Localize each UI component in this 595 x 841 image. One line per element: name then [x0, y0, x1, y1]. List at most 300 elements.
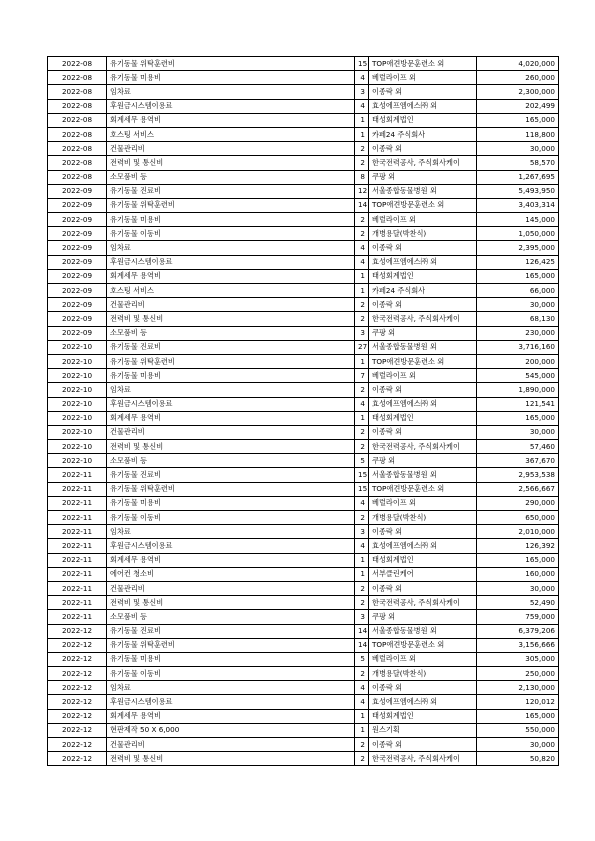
table-row: [48, 624, 559, 638]
row-item: 회계세무 용역비: [107, 709, 355, 723]
row-amount: 120,012: [477, 695, 559, 709]
table-row: [48, 340, 559, 354]
row-item: 후원금시스템이용료: [107, 539, 355, 553]
row-item: 후원금시스템이용료: [107, 255, 355, 269]
row-item: 건물관리비: [107, 298, 355, 312]
row-count: 27: [355, 340, 369, 354]
row-amount: 2,395,000: [477, 241, 559, 255]
row-count: 1: [355, 723, 369, 737]
row-month: 2022-12: [48, 738, 107, 752]
row-count: 2: [355, 383, 369, 397]
row-amount: 250,000: [477, 667, 559, 681]
row-vendor: 이종락 외: [369, 298, 477, 312]
expense-ledger-table: [47, 56, 559, 766]
row-vendor: 서부클린케어: [369, 567, 477, 581]
row-count: 1: [355, 284, 369, 298]
row-item: 전력비 및 통신비: [107, 156, 355, 170]
row-vendor: 한국전력공사, 주식회사케이: [369, 752, 477, 766]
table-row: [48, 581, 559, 595]
ledger-body: [48, 57, 559, 766]
table-row: [48, 610, 559, 624]
table-row: [48, 454, 559, 468]
row-vendor: 쿠팡 외: [369, 326, 477, 340]
row-count: 4: [355, 496, 369, 510]
row-item: 유기동물 진료비: [107, 184, 355, 198]
row-month: 2022-10: [48, 425, 107, 439]
row-month: 2022-08: [48, 99, 107, 113]
row-count: 3: [355, 610, 369, 624]
row-item: 후원금시스템이용료: [107, 99, 355, 113]
row-month: 2022-10: [48, 340, 107, 354]
row-amount: 3,716,160: [477, 340, 559, 354]
row-count: 3: [355, 525, 369, 539]
table-row: [48, 539, 559, 553]
table-row: [48, 213, 559, 227]
row-count: 5: [355, 652, 369, 666]
table-row: [48, 269, 559, 283]
row-item: 소모품비 등: [107, 170, 355, 184]
row-amount: 160,000: [477, 567, 559, 581]
row-amount: 2,566,667: [477, 482, 559, 496]
row-month: 2022-12: [48, 709, 107, 723]
row-amount: 50,820: [477, 752, 559, 766]
row-count: 3: [355, 85, 369, 99]
row-month: 2022-11: [48, 496, 107, 510]
row-vendor: 태성회계법인: [369, 113, 477, 127]
row-count: 2: [355, 142, 369, 156]
row-amount: 165,000: [477, 411, 559, 425]
row-item: 회계세무 용역비: [107, 553, 355, 567]
row-amount: 165,000: [477, 113, 559, 127]
row-count: 1: [355, 354, 369, 368]
row-amount: 1,267,695: [477, 170, 559, 184]
row-item: 전력비 및 통신비: [107, 752, 355, 766]
row-count: 1: [355, 269, 369, 283]
table-row: [48, 738, 559, 752]
row-count: 2: [355, 667, 369, 681]
row-count: 4: [355, 255, 369, 269]
row-month: 2022-09: [48, 312, 107, 326]
row-count: 1: [355, 411, 369, 425]
row-item: 유기동물 진료비: [107, 468, 355, 482]
row-vendor: 한국전력공사, 주식회사케이: [369, 440, 477, 454]
row-vendor: 이종락 외: [369, 85, 477, 99]
row-month: 2022-11: [48, 525, 107, 539]
row-amount: 2,300,000: [477, 85, 559, 99]
row-month: 2022-08: [48, 127, 107, 141]
table-row: [48, 241, 559, 255]
row-vendor: 카페24 주식회사: [369, 127, 477, 141]
row-count: 2: [355, 425, 369, 439]
row-item: 회계세무 용역비: [107, 269, 355, 283]
row-count: 14: [355, 638, 369, 652]
row-month: 2022-08: [48, 142, 107, 156]
table-row: [48, 752, 559, 766]
row-month: 2022-09: [48, 255, 107, 269]
row-vendor: 태성회계법인: [369, 553, 477, 567]
row-amount: 1,050,000: [477, 227, 559, 241]
row-amount: 52,490: [477, 596, 559, 610]
row-month: 2022-09: [48, 284, 107, 298]
row-count: 15: [355, 468, 369, 482]
row-amount: 165,000: [477, 709, 559, 723]
table-row: [48, 85, 559, 99]
row-vendor: 이종락 외: [369, 681, 477, 695]
row-item: 전력비 및 통신비: [107, 596, 355, 610]
row-item: 전력비 및 통신비: [107, 312, 355, 326]
row-vendor: 베럴라이프 외: [369, 369, 477, 383]
row-vendor: 이종락 외: [369, 525, 477, 539]
row-month: 2022-09: [48, 198, 107, 212]
row-month: 2022-11: [48, 511, 107, 525]
row-amount: 118,800: [477, 127, 559, 141]
table-row: [48, 567, 559, 581]
table-row: [48, 354, 559, 368]
row-item: 유기동물 미용비: [107, 496, 355, 510]
table-row: [48, 440, 559, 454]
row-item: 유기동물 미용비: [107, 652, 355, 666]
row-count: 15: [355, 57, 369, 71]
row-vendor: 이종락 외: [369, 738, 477, 752]
row-vendor: TOP애견방문훈련소 외: [369, 638, 477, 652]
row-count: 12: [355, 184, 369, 198]
row-vendor: 원스기획: [369, 723, 477, 737]
row-vendor: 이종락 외: [369, 383, 477, 397]
row-vendor: 쿠팡 외: [369, 454, 477, 468]
row-vendor: 한국전력공사, 주식회사케이: [369, 312, 477, 326]
row-count: 7: [355, 369, 369, 383]
row-count: 4: [355, 71, 369, 85]
row-count: 2: [355, 213, 369, 227]
row-vendor: 이종락 외: [369, 425, 477, 439]
table-row: [48, 383, 559, 397]
row-month: 2022-11: [48, 581, 107, 595]
row-item: 호스팅 서비스: [107, 127, 355, 141]
row-amount: 545,000: [477, 369, 559, 383]
row-amount: 30,000: [477, 425, 559, 439]
row-count: 1: [355, 567, 369, 581]
row-vendor: 태성회계법인: [369, 709, 477, 723]
row-item: 회계세무 용역비: [107, 113, 355, 127]
row-amount: 650,000: [477, 511, 559, 525]
row-count: 4: [355, 99, 369, 113]
row-amount: 2,130,000: [477, 681, 559, 695]
row-vendor: TOP애견방문훈련소 외: [369, 57, 477, 71]
table-row: [48, 227, 559, 241]
table-row: [48, 681, 559, 695]
row-amount: 30,000: [477, 738, 559, 752]
row-amount: 367,670: [477, 454, 559, 468]
row-item: 임차료: [107, 681, 355, 695]
row-amount: 3,403,314: [477, 198, 559, 212]
row-amount: 5,493,950: [477, 184, 559, 198]
row-month: 2022-09: [48, 241, 107, 255]
table-row: [48, 723, 559, 737]
row-item: 유기동물 위탁훈련비: [107, 198, 355, 212]
row-item: 유기동물 미용비: [107, 369, 355, 383]
table-row: [48, 255, 559, 269]
table-row: [48, 709, 559, 723]
row-amount: 305,000: [477, 652, 559, 666]
row-vendor: TOP애견방문훈련소 외: [369, 198, 477, 212]
row-month: 2022-09: [48, 227, 107, 241]
row-month: 2022-08: [48, 156, 107, 170]
row-vendor: 서울종합동물병원 외: [369, 624, 477, 638]
row-count: 4: [355, 539, 369, 553]
row-month: 2022-12: [48, 624, 107, 638]
table-row: [48, 298, 559, 312]
row-count: 4: [355, 681, 369, 695]
row-count: 3: [355, 326, 369, 340]
table-row: [48, 652, 559, 666]
row-amount: 200,000: [477, 354, 559, 368]
row-amount: 202,499: [477, 99, 559, 113]
row-item: 임차료: [107, 85, 355, 99]
row-month: 2022-10: [48, 369, 107, 383]
row-item: 후원금시스템이용료: [107, 397, 355, 411]
row-vendor: 태성회계법인: [369, 411, 477, 425]
row-vendor: TOP애견방문훈련소 외: [369, 354, 477, 368]
row-item: 유기동물 진료비: [107, 624, 355, 638]
row-month: 2022-08: [48, 71, 107, 85]
row-item: 회계세무 용역비: [107, 411, 355, 425]
row-month: 2022-10: [48, 454, 107, 468]
row-item: 소모품비 등: [107, 326, 355, 340]
row-count: 1: [355, 709, 369, 723]
table-row: [48, 156, 559, 170]
row-item: 유기동물 이동비: [107, 667, 355, 681]
row-amount: 126,392: [477, 539, 559, 553]
table-row: [48, 142, 559, 156]
row-month: 2022-11: [48, 610, 107, 624]
table-row: [48, 57, 559, 71]
row-count: 2: [355, 156, 369, 170]
table-row: [48, 525, 559, 539]
row-month: 2022-08: [48, 170, 107, 184]
row-item: 유기동물 위탁훈련비: [107, 354, 355, 368]
row-item: 건물관리비: [107, 142, 355, 156]
row-vendor: 개병용달(박찬식): [369, 511, 477, 525]
row-vendor: 이종락 외: [369, 581, 477, 595]
table-row: [48, 695, 559, 709]
row-amount: 121,541: [477, 397, 559, 411]
row-month: 2022-12: [48, 723, 107, 737]
row-month: 2022-10: [48, 383, 107, 397]
row-vendor: 서울종합동물병원 외: [369, 340, 477, 354]
row-vendor: TOP애견방문훈련소 외: [369, 482, 477, 496]
row-vendor: 효성에프엠에스㈜ 외: [369, 255, 477, 269]
row-month: 2022-11: [48, 482, 107, 496]
row-month: 2022-11: [48, 596, 107, 610]
row-vendor: 쿠팡 외: [369, 170, 477, 184]
row-item: 소모품비 등: [107, 454, 355, 468]
row-amount: 1,890,000: [477, 383, 559, 397]
row-vendor: 카페24 주식회사: [369, 284, 477, 298]
row-vendor: 효성에프엠에스㈜ 외: [369, 99, 477, 113]
row-vendor: 베럴라이프 외: [369, 213, 477, 227]
row-count: 4: [355, 695, 369, 709]
row-count: 2: [355, 752, 369, 766]
row-item: 후원금시스템이용료: [107, 695, 355, 709]
row-amount: 4,020,000: [477, 57, 559, 71]
row-count: 2: [355, 227, 369, 241]
table-row: [48, 496, 559, 510]
row-item: 소모품비 등: [107, 610, 355, 624]
row-item: 건물관리비: [107, 738, 355, 752]
row-vendor: 효성에프엠에스㈜ 외: [369, 695, 477, 709]
row-count: 2: [355, 298, 369, 312]
row-item: 유기동물 이동비: [107, 227, 355, 241]
table-row: [48, 482, 559, 496]
row-amount: 57,460: [477, 440, 559, 454]
row-count: 2: [355, 440, 369, 454]
row-month: 2022-08: [48, 57, 107, 71]
row-amount: 2,010,000: [477, 525, 559, 539]
row-item: 유기동물 이동비: [107, 511, 355, 525]
row-month: 2022-12: [48, 667, 107, 681]
row-month: 2022-11: [48, 468, 107, 482]
row-item: 임차료: [107, 525, 355, 539]
row-vendor: 효성에프엠에스㈜ 외: [369, 539, 477, 553]
row-month: 2022-11: [48, 539, 107, 553]
row-amount: 30,000: [477, 581, 559, 595]
row-month: 2022-09: [48, 269, 107, 283]
table-row: [48, 284, 559, 298]
row-amount: 230,000: [477, 326, 559, 340]
row-item: 유기동물 위탁훈련비: [107, 482, 355, 496]
table-row: [48, 553, 559, 567]
row-item: 전력비 및 통신비: [107, 440, 355, 454]
row-item: 호스팅 서비스: [107, 284, 355, 298]
row-vendor: 서울종합동물병원 외: [369, 468, 477, 482]
row-month: 2022-12: [48, 652, 107, 666]
row-month: 2022-09: [48, 213, 107, 227]
row-vendor: 베럴라이프 외: [369, 71, 477, 85]
row-amount: 165,000: [477, 553, 559, 567]
row-amount: 126,425: [477, 255, 559, 269]
row-count: 8: [355, 170, 369, 184]
row-month: 2022-12: [48, 681, 107, 695]
row-month: 2022-10: [48, 397, 107, 411]
table-row: [48, 71, 559, 85]
row-amount: 165,000: [477, 269, 559, 283]
table-row: [48, 596, 559, 610]
row-item: 임차료: [107, 383, 355, 397]
row-month: 2022-11: [48, 567, 107, 581]
row-item: 건물관리비: [107, 425, 355, 439]
table-row: [48, 127, 559, 141]
row-amount: 290,000: [477, 496, 559, 510]
row-count: 14: [355, 198, 369, 212]
row-amount: 6,379,206: [477, 624, 559, 638]
row-amount: 30,000: [477, 142, 559, 156]
row-amount: 3,156,666: [477, 638, 559, 652]
row-item: 유기동물 미용비: [107, 213, 355, 227]
row-count: 2: [355, 738, 369, 752]
row-count: 1: [355, 113, 369, 127]
row-item: 에어컨 청소비: [107, 567, 355, 581]
table-row: [48, 326, 559, 340]
row-vendor: 효성에프엠에스㈜ 외: [369, 397, 477, 411]
row-month: 2022-09: [48, 326, 107, 340]
row-vendor: 태성회계법인: [369, 269, 477, 283]
row-vendor: 이종락 외: [369, 142, 477, 156]
table-row: [48, 638, 559, 652]
row-month: 2022-09: [48, 298, 107, 312]
row-item: 유기동물 진료비: [107, 340, 355, 354]
row-count: 1: [355, 127, 369, 141]
row-amount: 2,953,538: [477, 468, 559, 482]
table-row: [48, 198, 559, 212]
table-row: [48, 667, 559, 681]
row-month: 2022-09: [48, 184, 107, 198]
table-row: [48, 184, 559, 198]
row-amount: 550,000: [477, 723, 559, 737]
row-count: 15: [355, 482, 369, 496]
row-vendor: 개병용달(박찬식): [369, 227, 477, 241]
row-amount: 68,130: [477, 312, 559, 326]
row-amount: 759,000: [477, 610, 559, 624]
row-count: 2: [355, 596, 369, 610]
row-item: 유기동물 위탁훈련비: [107, 638, 355, 652]
row-item: 건물관리비: [107, 581, 355, 595]
row-vendor: 이종락 외: [369, 241, 477, 255]
row-vendor: 베럴라이프 외: [369, 496, 477, 510]
row-month: 2022-12: [48, 695, 107, 709]
row-count: 2: [355, 312, 369, 326]
row-item: 현판제작 50 X 6,000: [107, 723, 355, 737]
table-row: [48, 170, 559, 184]
row-vendor: 서울종합동물병원 외: [369, 184, 477, 198]
row-month: 2022-10: [48, 440, 107, 454]
row-month: 2022-12: [48, 752, 107, 766]
row-vendor: 한국전력공사, 주식회사케이: [369, 596, 477, 610]
table-row: [48, 425, 559, 439]
row-amount: 66,000: [477, 284, 559, 298]
row-month: 2022-08: [48, 85, 107, 99]
table-row: [48, 99, 559, 113]
row-vendor: 쿠팡 외: [369, 610, 477, 624]
row-count: 4: [355, 397, 369, 411]
row-vendor: 한국전력공사, 주식회사케이: [369, 156, 477, 170]
row-item: 유기동물 미용비: [107, 71, 355, 85]
row-month: 2022-10: [48, 354, 107, 368]
row-count: 2: [355, 511, 369, 525]
row-count: 14: [355, 624, 369, 638]
row-vendor: 개병용달(박찬식): [369, 667, 477, 681]
row-item: 임차료: [107, 241, 355, 255]
row-month: 2022-12: [48, 638, 107, 652]
table-row: [48, 511, 559, 525]
row-count: 4: [355, 241, 369, 255]
row-item: 유기동물 위탁훈련비: [107, 57, 355, 71]
row-count: 5: [355, 454, 369, 468]
table-row: [48, 312, 559, 326]
table-row: [48, 468, 559, 482]
table-row: [48, 411, 559, 425]
row-count: 2: [355, 581, 369, 595]
table-row: [48, 113, 559, 127]
row-month: 2022-11: [48, 553, 107, 567]
row-amount: 260,000: [477, 71, 559, 85]
row-amount: 58,570: [477, 156, 559, 170]
row-count: 1: [355, 553, 369, 567]
row-amount: 145,000: [477, 213, 559, 227]
row-month: 2022-10: [48, 411, 107, 425]
row-month: 2022-08: [48, 113, 107, 127]
row-vendor: 베럴라이프 외: [369, 652, 477, 666]
row-amount: 30,000: [477, 298, 559, 312]
